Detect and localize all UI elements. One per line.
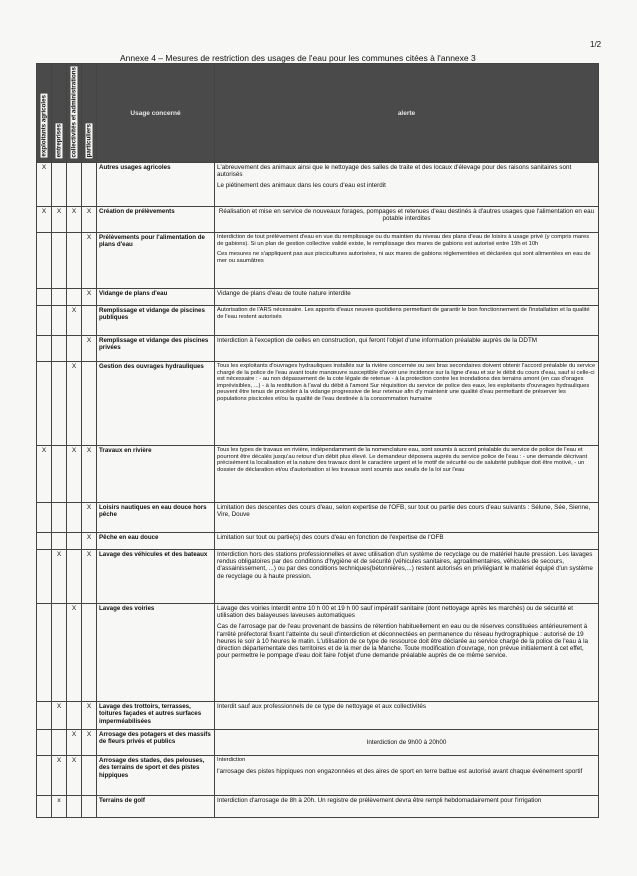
- alert-text: Tous les types de travaux en rivière, indépendamment de la nomenclature eau, sont soumis à accord préalable du service de police de l'eau et pourront être décalés jusqu'au retour d'un débit plus élevé. Le demandeur déposera auprès du service police de l'eau : - une demande décrivant précisément la localisation et la nature des travaux dont le caractère urgent et le motif de sécurité ou de salubrité publique doit être motivé, - un dossier de déclaration et/ou d'autorisation si les travaux sont soumis aux seuils de la loi sur l'eau: [217, 447, 588, 473]
- alert-text: Lavage des voiries interdit entre 10 h 00 et 19 h 00 sauf impératif sanitaire (dont nettoyage après les marchés) ou de sécurité et utilisation des balayeuses laveuses automatiques: [217, 605, 573, 620]
- alert-text: Vidange de plans d'eau de toute nature interdite: [217, 290, 351, 297]
- mark-cell: [67, 163, 82, 207]
- mark-cell: [37, 233, 52, 289]
- alert-text: Interdiction à l'exception de celles en construction, qui feront l'objet d'une information préalable auprès de la DDTM: [217, 337, 538, 344]
- mark-cell: [82, 796, 97, 818]
- column-header-alerte: alerte: [215, 64, 599, 163]
- mark-cell: X: [82, 233, 97, 289]
- usage-cell: Prélèvements pour l'alimentation de plans d'eau: [97, 233, 215, 289]
- mark-cell: X: [82, 702, 97, 730]
- alert-text: L'abreuvement des animaux ainsi que le nettoyage des salles de traite et des locaux d'élevage pour des raisons sanitaires sont autorisés: [217, 164, 572, 179]
- mark-cell: [37, 336, 52, 362]
- usage-cell: Loisirs nautiques en eau douce hors pêche: [97, 503, 215, 533]
- usage-cell: Vidange de plans d'eau: [97, 289, 215, 306]
- mark-cell: [37, 362, 52, 446]
- table-row: [37, 796, 599, 818]
- mark-cell: X: [82, 533, 97, 550]
- mark-cell: X: [67, 446, 82, 503]
- mark-cell: [52, 336, 67, 362]
- mark-cell: X: [52, 756, 67, 796]
- mark-cell: x: [52, 796, 67, 818]
- mark-cell: X: [82, 730, 97, 756]
- usage-cell: Arrosage des stades, des pelouses, des terrains de sport et des pistes hippiques: [97, 756, 215, 796]
- table-row: [37, 336, 599, 362]
- mark-cell: [67, 503, 82, 533]
- mark-cell: X: [67, 604, 82, 702]
- mark-cell: [37, 533, 52, 550]
- mark-cell: [37, 289, 52, 306]
- alert-cell: [215, 163, 599, 207]
- table-row: [37, 289, 599, 306]
- mark-cell: [52, 306, 67, 336]
- alert-text: Interdiction d'arrosage de 8h à 20h. Un registre de prélèvement devra être rempli hebdomadairement pour l'irrigation: [217, 797, 542, 804]
- alert-cell: [215, 503, 599, 533]
- table-row: [37, 533, 599, 550]
- usage-cell: Travaux en rivière: [97, 446, 215, 503]
- mark-cell: X: [82, 207, 97, 233]
- usage-cell: Pêche en eau douce: [97, 533, 215, 550]
- usage-cell: Gestion des ouvrages hydrauliques: [97, 362, 215, 446]
- mark-cell: X: [82, 503, 97, 533]
- mark-cell: X: [67, 207, 82, 233]
- mark-cell: X: [37, 163, 52, 207]
- column-header-entreprises: entreprises: [52, 64, 67, 163]
- mark-cell: [37, 796, 52, 818]
- page-number: 1/2: [590, 40, 602, 49]
- alert-text: Tous les exploitants d'ouvrages hydrauliques installés sur la rivière concernée ou ses bras secondaires doivent obtenir l'accord préalable du service chargé de la police de l'eau avant toute manœuvre susceptible d'avoir une incidence sur la ligne d'eau et sur le débit du cours d'eau, sauf si celle-ci est nécessaire : - au non dépassement de la cote légale de retenue - à la protection contre les inondations des terrains amont (en cas d'orages imprévisibles, ...) - à la restitution à l'aval du débit à l'amont Sur réquisition du service de police des eaux, les exploitants d'ouvrages hydrauliques peuvent être tenus de procéder à la vidange progressive de leur retenue afin d'y maintenir une qualité d'eau permettant de préserver les populations piscicoles et/ou la qualité de l'eau destinée à la consommation humaine: [217, 363, 596, 402]
- alert-cell: [215, 604, 599, 702]
- mark-cell: X: [67, 362, 82, 446]
- table-row: [37, 756, 599, 796]
- mark-cell: X: [67, 756, 82, 796]
- alert-cell: [215, 289, 599, 306]
- mark-cell: [82, 604, 97, 702]
- mark-cell: X: [52, 702, 67, 730]
- usage-cell: Remplissage et vidange de piscines publiques: [97, 306, 215, 336]
- restriction-table: [36, 63, 599, 818]
- alert-cell: [215, 362, 599, 446]
- mark-cell: X: [82, 336, 97, 362]
- mark-cell: [37, 306, 52, 336]
- mark-cell: [52, 446, 67, 503]
- usage-cell: Lavage des trottoirs, terrasses, toitures façades et autres surfaces imperméabilisées: [97, 702, 215, 730]
- mark-cell: X: [37, 207, 52, 233]
- mark-cell: X: [52, 207, 67, 233]
- mark-cell: X: [52, 550, 67, 604]
- table-row: [37, 604, 599, 702]
- table-header-row: [37, 64, 599, 163]
- table-row: [37, 503, 599, 533]
- alert-text: Le piétinement des animaux dans les cours d'eau est interdit: [217, 182, 386, 190]
- alert-text: Interdiction de 9h00 à 20h00: [366, 738, 447, 746]
- table-row: [37, 306, 599, 336]
- mark-cell: [37, 503, 52, 533]
- usage-cell: Terrains de golf: [97, 796, 215, 818]
- usage-cell: Création de prélèvements: [97, 207, 215, 233]
- usage-cell: Remplissage et vidange des piscines privées: [97, 336, 215, 362]
- alert-cell: [215, 702, 599, 730]
- mark-cell: X: [82, 446, 97, 503]
- table-row: [37, 207, 599, 233]
- document-title: Annexe 4 – Mesures de restriction des usages de l'eau pour les communes citées à l'annexe 3: [120, 53, 476, 63]
- alert-text: Interdiction: [217, 757, 246, 763]
- mark-cell: [52, 289, 67, 306]
- mark-cell: [37, 756, 52, 796]
- mark-cell: [82, 163, 97, 207]
- mark-cell: X: [37, 446, 52, 503]
- alert-cell: [215, 533, 599, 550]
- alert-cell: [215, 730, 599, 756]
- alert-text: Interdiction hors des stations professionnelles et avec utilisation d'un système de recyclage ou de matériel haute pression. Les lavages rendus obligatoires par des conditions d'hygiène et de sécurité (véhicules sanitaires, agroalimentaires, véhicules de secours, d'assainissement, ...) ou par des conditions techniques(bétonnières,...) restent autorisés en privilégiant le matériel équipé d'un système de recyclage ou à haute pression.: [217, 551, 593, 580]
- mark-cell: X: [67, 306, 82, 336]
- alert-text: Cas de l'arrosage par de l'eau provenant de bassins de rétention habituellement en eau ou de réserves constituées antérieurement à l'arrêté préfectoral fixant l'atteinte du seuil d'interdiction et déconnectées en permanence du réseau hydrographique : autorisé de 19 heures le soir à 10 heures le matin. L'utilisation de ce type de ressource doit être déclarée au service chargé de la police de l'eau à la direction départementale des territoires et de la mer de la Manche. Toute modification d'ouvrage, non prévue initialement à cet effet, pour permettre le pompage d'eau doit faire l'objet d'une demande préalable auprès de ce même service.: [217, 623, 588, 660]
- table-row: [37, 233, 599, 289]
- usage-cell: Autres usages agricoles: [97, 163, 215, 207]
- mark-cell: [67, 550, 82, 604]
- mark-cell: [52, 163, 67, 207]
- column-header-particuliers: particuliers: [82, 64, 97, 163]
- alert-cell: [215, 796, 599, 818]
- mark-cell: [52, 362, 67, 446]
- mark-cell: [67, 533, 82, 550]
- mark-cell: [37, 604, 52, 702]
- table-row: [37, 702, 599, 730]
- mark-cell: [82, 362, 97, 446]
- mark-cell: [82, 306, 97, 336]
- table-row: [37, 362, 599, 446]
- mark-cell: [52, 730, 67, 756]
- alert-text: Réalisation et mise en service de nouveaux forages, pompages et retenues d'eau destinés à d'autres usages que l'alimentation en eau potable interdites: [218, 208, 595, 223]
- mark-cell: [37, 730, 52, 756]
- column-header-agriculteurs: exploitants agricoles: [37, 64, 52, 163]
- mark-cell: X: [82, 289, 97, 306]
- alert-cell: [215, 550, 599, 604]
- alert-text: Limitation des descentes des cours d'eau, selon expertise de l'OFB, sur tout ou partie des cours d'eau suivants : Sélune, Sée, Sienne, Vire, Douve: [217, 504, 591, 519]
- mark-cell: [37, 702, 52, 730]
- alert-text: Limitation sur tout ou partie(s) des cours d'eau en fonction de l'expertise de l'OFB: [217, 534, 444, 541]
- table-row: [37, 550, 599, 604]
- usage-cell: Lavage des véhicules et des bateaux: [97, 550, 215, 604]
- mark-cell: [37, 550, 52, 604]
- usage-cell: Lavage des voiries: [97, 604, 215, 702]
- alert-cell: [215, 756, 599, 796]
- mark-cell: [52, 233, 67, 289]
- mark-cell: [67, 289, 82, 306]
- table-row: [37, 446, 599, 503]
- alert-cell: [215, 446, 599, 503]
- mark-cell: [82, 756, 97, 796]
- table-row: [37, 730, 599, 756]
- mark-cell: [67, 702, 82, 730]
- column-header-collectivites: collectivités et administrations: [67, 64, 82, 163]
- alert-text: Autorisation de l'ARS nécessaire. Les apports d'eaux neuves quotidiens permettant de garantir le bon fonctionnement de l'installation et la qualité de l'eau restent autorisés: [217, 307, 590, 320]
- mark-cell: X: [82, 550, 97, 604]
- alert-cell: [215, 306, 599, 336]
- alert-cell: [215, 207, 599, 233]
- mark-cell: [52, 503, 67, 533]
- mark-cell: [67, 336, 82, 362]
- alert-text: Interdiction de tout prélèvement d'eau en vue du remplissage ou du maintien du niveau des plans d'eau de loisirs à usage privé (y compris mares de gabions). Si un plan de gestion collective validé existe, le remplissage des mares de gabions est autorisé entre 19h et 10h: [217, 234, 590, 247]
- table-row: [37, 163, 599, 207]
- mark-cell: [67, 233, 82, 289]
- alert-cell: [215, 336, 599, 362]
- alert-text: l'arrosage des pistes hippiques non engazonnées et des aires de sport en terre battue est autorisé avant chaque événement sportif: [217, 767, 583, 775]
- mark-cell: [52, 604, 67, 702]
- mark-cell: [67, 796, 82, 818]
- alert-cell: [215, 233, 599, 289]
- alert-text: Ces mesures ne s'appliquent pas aux piscicultures autorisées, ni aux mares de gabions réglementées et déclarées qui sont alimentées en eau de mer ou saumâtres: [217, 251, 591, 264]
- mark-cell: [52, 533, 67, 550]
- mark-cell: X: [67, 730, 82, 756]
- alert-text: Interdit sauf aux professionnels de ce type de nettoyage et aux collectivités: [217, 703, 426, 710]
- usage-cell: Arrosage des potagers et des massifs de fleurs privés et publics: [97, 730, 215, 756]
- column-header-usage: Usage concerné: [97, 64, 215, 163]
